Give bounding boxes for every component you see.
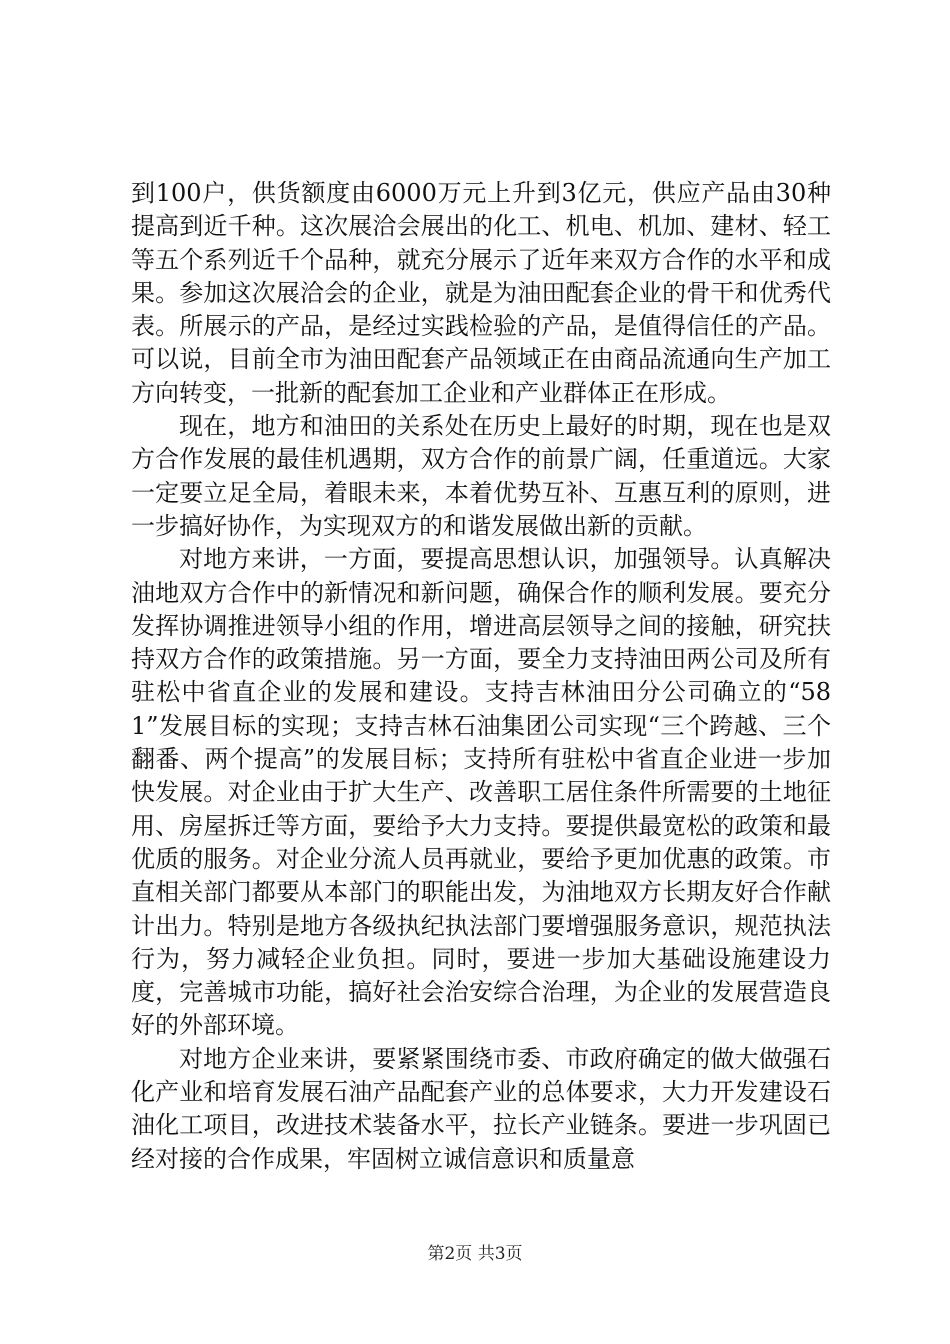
document-body [131, 177, 831, 1176]
text-line: 贡献。 [635, 511, 707, 540]
page-number-footer: 第2页 共3页 [427, 1244, 523, 1264]
text-line: 发建设石油化工项目，改进技术装备水平，拉长产业链条。要 [131, 1078, 832, 1140]
text-line: 现在，地方和油田的关系处在历史上最好的时期，现在也 [179, 412, 783, 441]
text-line: 由商品流通向生产加工方向转变，一批新的配套加工企业和产 [131, 345, 832, 407]
text-line: 远。大家一定要立足全局，着眼未来，本着优势互补、互惠互 [131, 445, 832, 507]
text-line: 骨干和优秀代表。所展示的产品，是经过实践检验的产品，是 [131, 278, 832, 341]
text-line: 善职工居住条件所需要的土地征用、房屋拆迁等方面，要给予 [131, 778, 832, 840]
text-line: 人员再就业，要给予更加优惠的政策。市直相关部门都要从本 [131, 844, 832, 907]
text-line: 减轻企业负担。同时，要进一步加大基础设施建设力度，完善 [131, 944, 832, 1007]
text-line: 外部环境。 [179, 1011, 299, 1040]
text-line: 轻工等五个系列近千个品种，就充分展示了近年来双方合作的 [131, 212, 832, 274]
text-line: 对地方企业来讲，要紧紧围绕市委、市政府确定的做大做 [179, 1044, 783, 1073]
text-line: 值得信任的产品。可以说，目前全市为油田配套产品领域正在 [131, 312, 831, 374]
text-line: 进一步巩固已经对接的合作成果，牢固树立诚信意识和质量意 [131, 1111, 832, 1173]
text-line: 业群体正在形成。 [539, 378, 731, 407]
paragraph-1 [131, 177, 831, 410]
text-line: 种提高到近千种。这次展洽会展出的化工、机电、机加、建材、 [131, 179, 831, 241]
paragraph-2 [131, 410, 831, 543]
paragraph-4 [131, 1043, 831, 1176]
text-line: 触，研究扶持双方合作的政策措施。另一方面，要全力支持油 [131, 611, 832, 674]
text-line: 大力支持。要提供最宽松的政策和最优质的服务。对企业分流 [131, 811, 832, 873]
text-line: 分公司确立的“581”发展目标的实现；支持吉林石油集团公司 [131, 678, 831, 740]
text-line: 地方各级执纪执法部门要增强服务意识，规范执法行为，努力 [131, 911, 831, 973]
text-line: 水平和成果。参加这次展洽会的企业，就是为油田配套企业的 [131, 245, 832, 307]
text-line: 部门的职能出发，为油地双方长期友好合作献计出力。特别是 [131, 878, 832, 940]
text-line: 实现“三个跨越、三个翻番、两个提高”的发展目标；支持所 [131, 711, 831, 774]
text-line: 有驻松中省直企业进一步加快发展。对企业由于扩大生产、改 [131, 745, 831, 807]
text-line: 田两公司及所有驻松中省直企业的发展和建设。支持吉林油田 [131, 645, 832, 707]
text-line: 到100户，供货额度由6000万元上升到3亿元，供应产品由30 [131, 179, 807, 207]
text-line: 解决油地双方合作中的新情况和新问题，确保合作的顺利发展。 [131, 545, 832, 607]
text-line: 要充分发挥协调推进领导小组的作用，增进高层领导之间的接 [131, 578, 832, 640]
text-line: 是双方合作发展的最佳机遇期，双方合作的前景广阔，任重道 [131, 412, 832, 474]
text-line: 强石化产业和培育发展石油产品配套产业的总体要求，大力开 [131, 1044, 832, 1107]
text-line: 城市功能，搞好社会治安综合治理，为企业的发展营造良好的 [131, 978, 832, 1040]
paragraph-3 [131, 543, 831, 1042]
text-line: 利的原则，进一步搞好协作，为实现双方的和谐发展做出新的 [131, 478, 832, 540]
text-line: 对地方来讲，一方面，要提高思想认识，加强领导。认真 [179, 545, 783, 574]
